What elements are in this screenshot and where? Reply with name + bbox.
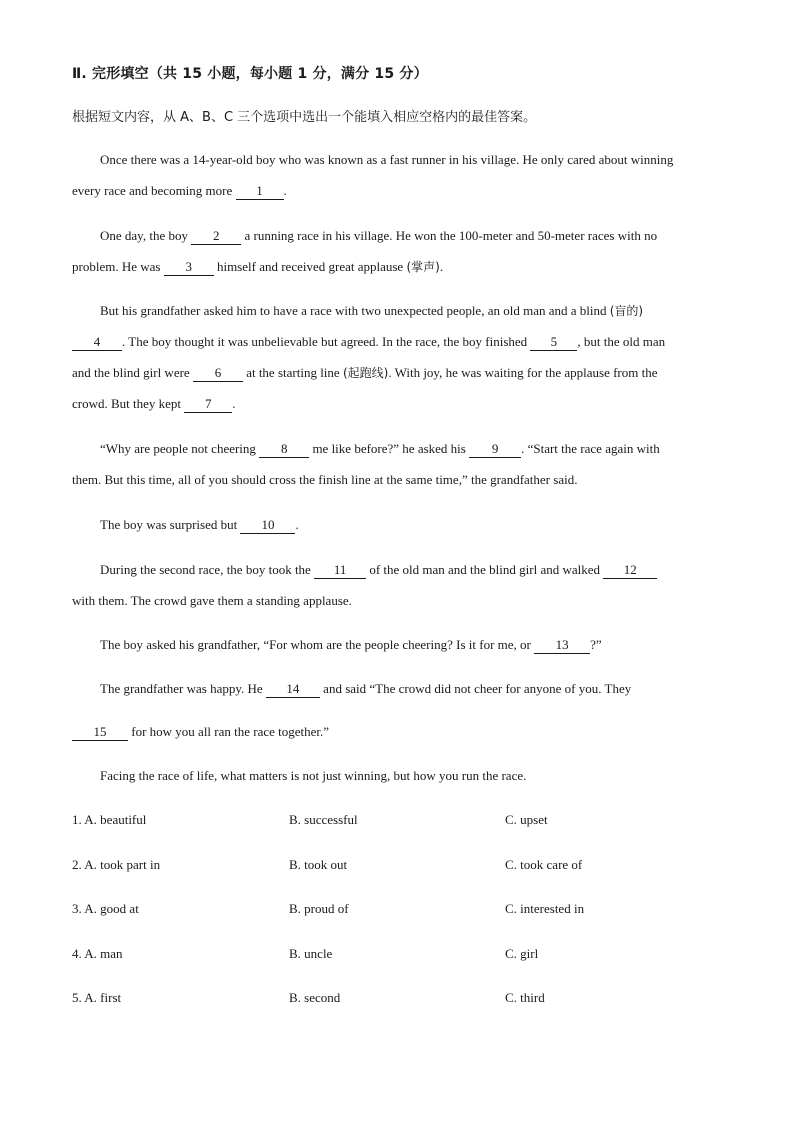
blank-14: 14 xyxy=(266,682,320,698)
passage-text: . xyxy=(232,396,236,411)
option-row-1 xyxy=(72,812,732,857)
option-c: C. girl xyxy=(505,945,539,961)
passage-text: . The boy thought it was unbelievable but agreed. In the race, the boy finished xyxy=(122,334,531,349)
option-a: 1. A. beautiful xyxy=(72,812,147,827)
option-c: C. third xyxy=(505,990,545,1005)
passage-text: and said “The crowd did not cheer for anyone of you. They xyxy=(319,681,632,696)
passage-text: “Why are people not cheering xyxy=(100,441,260,456)
passage-note: (盲的) xyxy=(609,304,644,318)
paragraph-9 xyxy=(72,760,732,791)
passage-text: a running race in his village. He won the 100-meter and 50-meter races with no xyxy=(241,228,658,243)
blank-13: 13 xyxy=(534,638,590,654)
passage-text: . With joy, he was waiting for the applause from the xyxy=(388,365,658,380)
passage-text: . xyxy=(439,259,444,274)
option-b: B. took out xyxy=(289,856,348,872)
blank-7: 7 xyxy=(184,397,232,413)
passage-text: of the old man and the blind girl and walked xyxy=(366,562,604,577)
option-c: C. took care of xyxy=(505,856,583,872)
option-b: B. successful xyxy=(289,812,358,827)
blank-10: 10 xyxy=(240,518,295,534)
passage-text: One day, the boy xyxy=(100,228,192,243)
passage-text: at the starting line xyxy=(242,365,343,380)
paragraph-7 xyxy=(72,629,732,660)
passage-text: . xyxy=(295,517,299,532)
blank-11: 11 xyxy=(314,563,366,579)
passage-text: But his grandfather asked him to have a race with two unexpected people, an old man and a blind xyxy=(100,303,610,318)
option-b: B. proud of xyxy=(289,901,349,916)
passage-text: The boy asked his grandfather, “For whom are the people cheering? Is it for me, or xyxy=(100,637,535,652)
passage-text: , but the old man xyxy=(577,334,666,349)
passage-note: (掌声) xyxy=(406,260,440,274)
passage-text: problem. He was xyxy=(72,259,164,274)
option-a: 5. A. first xyxy=(72,990,122,1005)
option-b: B. uncle xyxy=(289,945,333,961)
passage-text: crowd. But they kept xyxy=(72,396,185,411)
passage-text: with them. The crowd gave them a standing applause. xyxy=(72,593,352,608)
blank-4: 4 xyxy=(72,335,122,351)
paragraph-1 xyxy=(72,144,732,206)
blank-6: 6 xyxy=(193,366,243,382)
passage-note: (起跑线) xyxy=(342,366,389,380)
option-c: C. upset xyxy=(505,812,548,827)
blank-3: 3 xyxy=(164,260,214,276)
blank-9: 9 xyxy=(469,442,521,458)
option-a: 4. A. man xyxy=(72,945,123,961)
paragraph-3 xyxy=(72,295,732,419)
blank-12: 12 xyxy=(603,563,657,579)
passage-text: . xyxy=(283,183,287,198)
passage-text: During the second race, the boy took the xyxy=(100,562,315,577)
option-c: C. interested in xyxy=(505,901,585,916)
paragraph-2 xyxy=(72,220,732,282)
section-title: Ⅱ. 完形填空（共 15 小题，每小题 1 分，满分 15 分） xyxy=(72,66,428,82)
blank-1: 1 xyxy=(236,184,284,200)
option-row-5 xyxy=(72,990,732,1035)
option-a: 3. A. good at xyxy=(72,901,139,916)
paragraph-8 xyxy=(72,673,732,747)
blank-2: 2 xyxy=(191,229,241,245)
option-row-2 xyxy=(72,857,732,902)
passage-text: himself and received great applause xyxy=(213,259,407,274)
blank-8: 8 xyxy=(259,442,309,458)
blank-5: 5 xyxy=(530,335,577,351)
passage-text: . “Start the race again with xyxy=(521,441,660,456)
passage-text: Once there was a 14-year-old boy who was known as a fast runner in his village. He only cared about winning xyxy=(100,152,674,167)
passage-text: me like before?” he asked his xyxy=(309,441,470,456)
passage-text: The grandfather was happy. He xyxy=(100,681,266,696)
options-list xyxy=(72,812,732,1035)
section-instruction: 根据短文内容，从 A、B、C 三个选项中选出一个能填入相应空格内的最佳答案。 xyxy=(72,110,537,125)
option-row-3 xyxy=(72,901,732,946)
paragraph-6 xyxy=(72,554,732,616)
option-a: 2. A. took part in xyxy=(72,856,161,872)
passage-text: Facing the race of life, what matters is not just winning, but how you run the race. xyxy=(100,768,527,783)
paragraph-4 xyxy=(72,433,732,495)
passage-text: The boy was surprised but xyxy=(100,517,241,532)
option-row-4 xyxy=(72,946,732,991)
passage-text: for how you all ran the race together.” xyxy=(128,724,330,739)
passage-text: them. But this time, all of you should cross the finish line at the same time,” the grandfather said. xyxy=(72,472,578,487)
paragraph-5 xyxy=(72,509,732,540)
option-b: B. second xyxy=(289,990,341,1005)
passage-text: ?” xyxy=(590,637,602,652)
passage-text: every race and becoming more xyxy=(72,183,236,198)
passage-text: and the blind girl were xyxy=(72,365,193,380)
blank-15: 15 xyxy=(72,725,128,741)
